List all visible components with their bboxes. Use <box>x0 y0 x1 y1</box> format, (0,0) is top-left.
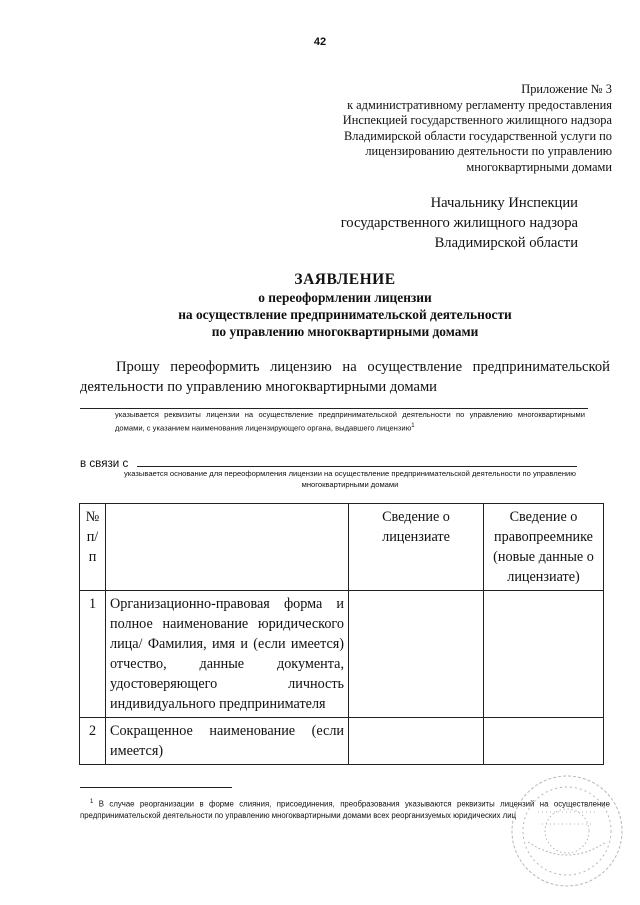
row-field-label: Сокращенное наименование (если имеется) <box>106 718 349 765</box>
table-row <box>80 718 604 765</box>
reason-label: в связи с <box>80 457 129 470</box>
title-line: о переоформлении лицензии <box>258 290 432 305</box>
header-num: № п/п <box>80 504 106 591</box>
table-row <box>80 591 604 718</box>
licensee-cell[interactable] <box>349 718 484 765</box>
request-paragraph: Прошу переоформить лицензию на осуществление предпринимательской деятельности по управлению многоквартирными домами <box>80 359 610 395</box>
row-num: 1 <box>80 591 106 718</box>
official-stamp <box>508 772 626 890</box>
license-details-hint <box>115 410 585 434</box>
footnote-mark: 1 <box>90 799 94 805</box>
title-main: ЗАЯВЛЕНИЕ <box>294 271 396 288</box>
appendix-line: к административному регламенту предоставления <box>347 97 612 112</box>
reason-field[interactable] <box>137 466 577 467</box>
header-successor: Сведение о правопреемнике (новые данные о лицензиате) <box>484 504 604 591</box>
appendix-line: многоквартирными домами <box>466 159 612 174</box>
appendix-header <box>312 82 612 176</box>
info-table <box>79 503 604 765</box>
footnote-divider <box>80 787 232 788</box>
footnote-ref: 1 <box>411 422 415 429</box>
license-hint-text: указывается реквизиты лицензии на осуществление предпринимательской деятельности по управлению многоквартирными домами, с указанием наименования лицензирующего органа, выдавшего лицензию <box>115 410 585 433</box>
addressee-line: Начальнику Инспекции <box>430 195 578 211</box>
successor-cell[interactable] <box>484 591 604 718</box>
reason-hint: указывается основание для переоформления лицензии на осуществление предпринимательской деятельности по управлению многоквартирными домами <box>124 469 576 489</box>
successor-cell[interactable] <box>484 718 604 765</box>
document-title <box>80 270 610 340</box>
addressee-block <box>340 193 578 253</box>
header-licensee: Сведение о лицензиате <box>349 504 484 591</box>
page-number: 42 <box>313 36 327 48</box>
license-details-field[interactable] <box>80 408 588 409</box>
table-header-row <box>80 504 604 591</box>
appendix-line: Владимирской области государственной услуги по <box>344 128 612 143</box>
row-field-label: Организационно-правовая форма и полное наименование юридического лица/ Фамилия, имя и (если имеется) отчество, данные документа, удостоверяющего личность индивидуального предпринимателя <box>106 591 349 718</box>
header-field <box>106 504 349 591</box>
licensee-cell[interactable] <box>349 591 484 718</box>
appendix-line: Приложение № 3 <box>521 82 612 96</box>
addressee-line: государственного жилищного надзора <box>340 215 578 231</box>
appendix-line: лицензированию деятельности по управлению <box>365 144 612 159</box>
appendix-line: Инспекцией государственного жилищного надзора <box>342 113 612 128</box>
title-line: по управлению многоквартирными домами <box>211 324 479 339</box>
footnote-text: В случае реорганизации в форме слияния, присоединения, преобразования указываются реквизиты лицензий на осуществление предпринимательской деятельности по управлению многоквартирными домами всех реорганизуемых юридических лиц <box>80 799 610 821</box>
row-num: 2 <box>80 718 106 765</box>
title-line: на осуществление предпринимательской деятельности <box>178 307 512 322</box>
addressee-line: Владимирской области <box>434 235 578 251</box>
